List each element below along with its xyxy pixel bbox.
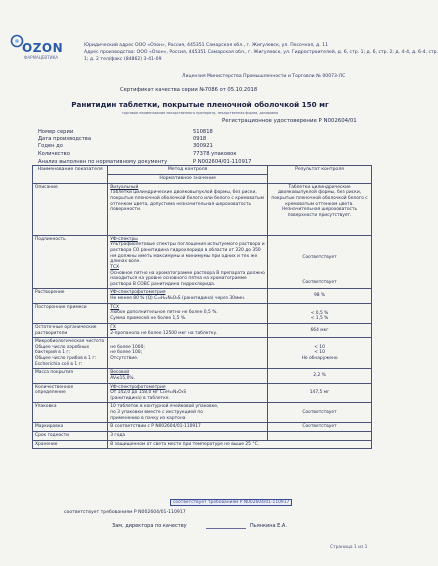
row-norm bbox=[108, 183, 268, 235]
row-name: Масса покрытия bbox=[33, 369, 108, 383]
compliance-note: соответствует требованиям Р N002604/01-110917 bbox=[64, 510, 186, 515]
result-value: < 0,5 % bbox=[310, 310, 329, 316]
page-number: Страница 1 из 1 bbox=[330, 545, 368, 550]
row-method: УФ-спектрофотометрия bbox=[110, 384, 166, 390]
row-sub-label: Общее число грибов в 1 г: bbox=[35, 356, 97, 361]
row-name-text: Микробиологическая чистота bbox=[35, 339, 105, 345]
table-row bbox=[33, 338, 372, 369]
info-value: 510818 bbox=[193, 129, 213, 135]
info-value: 0918 bbox=[193, 136, 207, 142]
row-name: Посторонние примеси bbox=[33, 303, 108, 323]
table-row bbox=[33, 423, 372, 432]
row-norm-text: Основное пятно на хроматограмме раствора В препарата должно находиться на уровне основного пятна на хроматограмме раствора В СОВС ранитидина гидрохлорида. bbox=[110, 270, 265, 287]
info-label: Дата производства bbox=[38, 136, 91, 142]
row-result bbox=[268, 235, 372, 289]
table-row bbox=[33, 440, 372, 449]
results-table bbox=[32, 165, 372, 449]
header-name: Наименование показателя bbox=[33, 166, 108, 184]
row-norm-text: по 3 упаковки вместе с инструкцией по bbox=[110, 410, 203, 415]
row-method: ТСХ bbox=[110, 264, 119, 270]
row-sub-label: Общее число аэробных бактерий в 1 г: bbox=[35, 344, 90, 356]
product-title: Ранитидин таблетки, покрытые пленочной оболочкой 150 мг bbox=[71, 100, 329, 109]
row-norm: В защищенном от света месте при температуре не выше 25 °С. bbox=[108, 440, 372, 449]
row-norm bbox=[108, 235, 268, 289]
row-norm-text: Ультрафиолетовые спектры поглощения испытуемого раствора и раствора СО ранитидина гидрохлорида в области от 220 до 350 нм должны иметь максимумы и минимумы при одних и тех же длинах волн. bbox=[110, 242, 265, 265]
row-norm-text: Любое дополнительное пятно не более 0,5 %. bbox=[110, 310, 218, 316]
row-result: Таблетки цилиндрические двояковыпуклой формы, без риски, покрытые пленочной оболочкой белого с кремоватым оттенком цвета. Незначительная шероховатость поверхности присутствует. bbox=[268, 183, 372, 235]
row-norm-text: применению в пачку из картона bbox=[110, 415, 186, 421]
row-norm bbox=[108, 403, 268, 423]
table-row bbox=[33, 403, 372, 423]
table-row bbox=[33, 289, 372, 303]
result-value: < 10 bbox=[314, 350, 325, 356]
info-value: 77378 упаковок bbox=[193, 151, 237, 157]
address-line: Юридический адрес ООО «Озон», Россия, 445351 Самарская обл., г. Жигулевск, ул. Песочная, д. 11 bbox=[84, 43, 328, 48]
table-row bbox=[33, 235, 372, 289]
row-name: Хранение bbox=[33, 440, 108, 449]
product-subtitle: торговое наименование лекарственного препарата, лекарственная форма, дозировка bbox=[121, 111, 279, 115]
row-norm-text: AV≤15,0%. bbox=[110, 375, 135, 381]
row-norm bbox=[108, 338, 268, 369]
row-norm-text: не более 1000; bbox=[110, 344, 145, 350]
row-name bbox=[33, 338, 108, 369]
info-label: Номер серии bbox=[38, 129, 74, 135]
table-row bbox=[33, 369, 372, 383]
row-norm-text: Отсутствие. bbox=[110, 356, 139, 361]
result-value: < 1,5 % bbox=[310, 316, 329, 322]
row-result bbox=[268, 431, 372, 440]
row-norm: 3 года bbox=[108, 431, 268, 440]
row-norm-text: не более 100; bbox=[110, 350, 143, 356]
result-value: Соответствует bbox=[302, 254, 337, 260]
row-norm bbox=[108, 289, 268, 303]
row-method: ГХ bbox=[110, 324, 116, 330]
row-norm-text: Таблетки цилиндрические двояковыпуклой формы, без риски, покрытые пленочной оболочкой белого или белого с кремоватым оттенком цвета, допустима незначительная шероховатость поверхности. bbox=[110, 190, 264, 213]
info-label: Количество bbox=[38, 151, 70, 157]
license-line: Лицензия Министерства Промышленности и Торговли № 00073-ЛС bbox=[182, 74, 346, 79]
result-value: Соответствует bbox=[302, 280, 337, 286]
row-method: УФ-спектры bbox=[110, 236, 138, 242]
row-norm-text: (ранитидина) в таблетке. bbox=[110, 395, 170, 401]
address-line: Адрес производства: ООО «Озон», Россия, 445351 Самарская обл., г. Жигулевск, ул. Гидростроителей, д. 6, стр. 1; д. 6, стр. 2; д. 4-4, д. 6-4, стр. bbox=[84, 50, 438, 55]
row-result: 664 мкг bbox=[268, 323, 372, 337]
certificate-number: Сертификат качества серии №7086 от 05.10.2018 bbox=[120, 87, 258, 93]
logo-subtext: ФАРМАЦЕВТИКА bbox=[24, 55, 59, 60]
logo-text: OZON bbox=[22, 41, 64, 55]
row-norm-text: 2-пропанола не более 12500 мкг на таблетку. bbox=[110, 330, 218, 336]
row-method: ТСХ bbox=[110, 304, 119, 310]
analysis-label: Анализ выполнен по нормативному документу bbox=[38, 159, 168, 165]
info-label: Годен до bbox=[38, 143, 63, 149]
row-result: Соответствует bbox=[268, 423, 372, 432]
row-norm-text: 10 таблеток в контурной ячейковой упаковке, bbox=[110, 404, 219, 410]
table-header-row bbox=[33, 166, 372, 175]
row-result: 98 % bbox=[268, 289, 372, 303]
row-method: Весовой bbox=[110, 370, 130, 376]
signature bbox=[206, 522, 246, 529]
row-result: 147,5 мг bbox=[268, 383, 372, 403]
row-name: Упаковка bbox=[33, 403, 108, 423]
row-method: УФ-спектрофотометрия bbox=[110, 290, 166, 296]
row-norm bbox=[108, 303, 268, 323]
row-method: Визуальный bbox=[110, 184, 139, 190]
row-name: Остаточные органические растворители bbox=[33, 323, 108, 337]
row-name: Количественное определение bbox=[33, 383, 108, 403]
result-value: < 10 bbox=[314, 344, 325, 350]
row-sub-label: Escherichia coli в 1 г: bbox=[35, 361, 83, 367]
header-result: Результат контроля bbox=[268, 166, 372, 184]
result-value: Не обнаружено bbox=[301, 356, 338, 361]
table-row bbox=[33, 431, 372, 440]
registration-line: Регистрационное удостоверение Р N002604/01 bbox=[222, 118, 357, 124]
row-result bbox=[268, 338, 372, 369]
row-name: Описание bbox=[33, 183, 108, 235]
row-result bbox=[268, 303, 372, 323]
table-row bbox=[33, 383, 372, 403]
row-norm: В соответствии с Р N002604/01-110917 bbox=[108, 423, 268, 432]
row-norm bbox=[108, 383, 268, 403]
header-method: Метод контроля bbox=[108, 166, 268, 175]
row-name: Подлинность bbox=[33, 235, 108, 289]
table-row bbox=[33, 183, 372, 235]
analysis-value: Р N002604/01-110917 bbox=[193, 159, 252, 165]
row-result: Соответствует bbox=[268, 403, 372, 423]
header-norm: Нормативное значение bbox=[108, 174, 268, 183]
table-row bbox=[33, 323, 372, 337]
row-name: Срок годности bbox=[33, 431, 108, 440]
row-norm-text: От 142,0 до 158,0 мг C₁₃H₂₂N₄O₃S bbox=[110, 390, 187, 396]
approval-stamp: соответствует требованиям Р N002604/01-110917 bbox=[170, 499, 292, 506]
address-line: 1; д. 2 тел/факс (84862) 3-41-09 bbox=[84, 57, 162, 62]
row-result: 2,2 % bbox=[268, 369, 372, 383]
row-norm-text: Сумма примесей не более 1,5 %. bbox=[110, 315, 187, 321]
signer-name: Пьянкина Е.А. bbox=[250, 523, 287, 529]
info-value: 300921 bbox=[193, 143, 213, 149]
row-norm bbox=[108, 323, 268, 337]
row-norm-text: Не менее 80 % (Q) C₁₃H₂₂N₄O₃S (ранитидина) через 30мин. bbox=[110, 296, 246, 301]
row-name: Маркировка bbox=[33, 423, 108, 432]
row-name: Растворение bbox=[33, 289, 108, 303]
table-row bbox=[33, 303, 372, 323]
signer-title: Зам. директора по качеству bbox=[112, 523, 187, 529]
row-norm bbox=[108, 369, 268, 383]
